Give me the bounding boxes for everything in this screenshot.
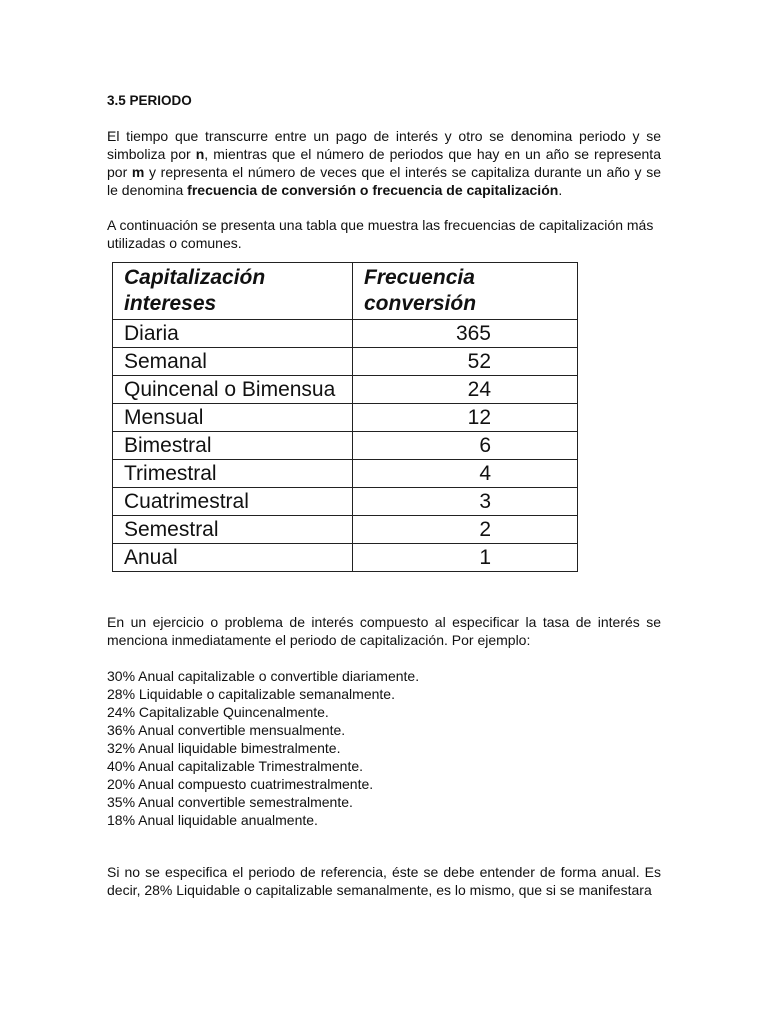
list-item: 20% Anual compuesto cuatrimestralmente. bbox=[107, 776, 374, 792]
list-item: 40% Anual capitalizable Trimestralmente. bbox=[107, 758, 364, 774]
table-row bbox=[113, 348, 578, 376]
intro-text-3: y representa el número de veces que el interés se capitaliza durante un año y se le denomina bbox=[107, 164, 661, 198]
row-name: Semanal bbox=[113, 348, 353, 376]
examples-list bbox=[107, 667, 419, 829]
row-name: Trimestral bbox=[113, 460, 353, 488]
header-col1-line1: Capitalización bbox=[124, 266, 266, 289]
frequency-table bbox=[112, 262, 578, 572]
table-header-row bbox=[113, 263, 578, 320]
header-frecuencia bbox=[353, 263, 578, 320]
list-item: 32% Anual liquidable bimestralmente. bbox=[107, 740, 341, 756]
row-value: 6 bbox=[353, 432, 578, 460]
table-row bbox=[113, 460, 578, 488]
row-name: Mensual bbox=[113, 404, 353, 432]
row-name: Quincenal o Bimensua bbox=[113, 376, 353, 404]
row-name: Cuatrimestral bbox=[113, 488, 353, 516]
intro-text-1: El tiempo que transcurre entre un pago de interés y otro se denomina periodo y se simboliza por bbox=[107, 128, 661, 162]
table-row bbox=[113, 376, 578, 404]
list-item: 18% Anual liquidable anualmente. bbox=[107, 812, 318, 828]
row-value: 12 bbox=[353, 404, 578, 432]
section-title: 3.5 PERIODO bbox=[107, 93, 192, 108]
table-row bbox=[113, 544, 578, 572]
table-row bbox=[113, 516, 578, 544]
row-name: Semestral bbox=[113, 516, 353, 544]
intro-paragraph bbox=[107, 127, 661, 199]
frequency-term: frecuencia de conversión o frecuencia de capitalización bbox=[187, 182, 559, 198]
table-row bbox=[113, 320, 578, 348]
symbol-n: n bbox=[195, 146, 205, 162]
list-item: 36% Anual convertible mensualmente. bbox=[107, 722, 346, 738]
list-item: 35% Anual convertible semestralmente. bbox=[107, 794, 353, 810]
compound-interest-paragraph: En un ejercicio o problema de interés compuesto al especificar la tasa de interés se menciona inmediatamente el periodo de capitalización. Por ejemplo: bbox=[107, 614, 661, 648]
row-name: Anual bbox=[113, 544, 353, 572]
closing-paragraph: Si no se especifica el periodo de referencia, éste se debe entender de forma anual. Es decir, 28% Liquidable o capitalizable semanalmente, es lo mismo, que si se manifestara bbox=[107, 864, 661, 898]
row-name: Bimestral bbox=[113, 432, 353, 460]
header-col2-line1: Frecuencia bbox=[364, 266, 475, 289]
list-item: 28% Liquidable o capitalizable semanalmente. bbox=[107, 686, 395, 702]
row-value: 24 bbox=[353, 376, 578, 404]
intro-text-2: , mientras que el número de periodos que hay en un año se representa por bbox=[107, 146, 661, 180]
row-value: 4 bbox=[353, 460, 578, 488]
table-row bbox=[113, 404, 578, 432]
symbol-m: m bbox=[131, 164, 145, 180]
table-row bbox=[113, 488, 578, 516]
row-value: 3 bbox=[353, 488, 578, 516]
row-value: 52 bbox=[353, 348, 578, 376]
row-value: 365 bbox=[353, 320, 578, 348]
row-value: 2 bbox=[353, 516, 578, 544]
table-intro-paragraph: A continuación se presenta una tabla que muestra las frecuencias de capitalización más utilizadas o comunes. bbox=[107, 217, 654, 251]
header-capitalizacion bbox=[113, 263, 353, 320]
row-value: 1 bbox=[353, 544, 578, 572]
intro-text-4: . bbox=[558, 182, 563, 198]
list-item: 24% Capitalizable Quincenalmente. bbox=[107, 704, 329, 720]
list-item: 30% Anual capitalizable o convertible diariamente. bbox=[107, 668, 420, 684]
header-col2-line2: conversión bbox=[364, 292, 477, 315]
header-col1-line2: intereses bbox=[124, 292, 217, 315]
table-row bbox=[113, 432, 578, 460]
row-name: Diaria bbox=[113, 320, 353, 348]
